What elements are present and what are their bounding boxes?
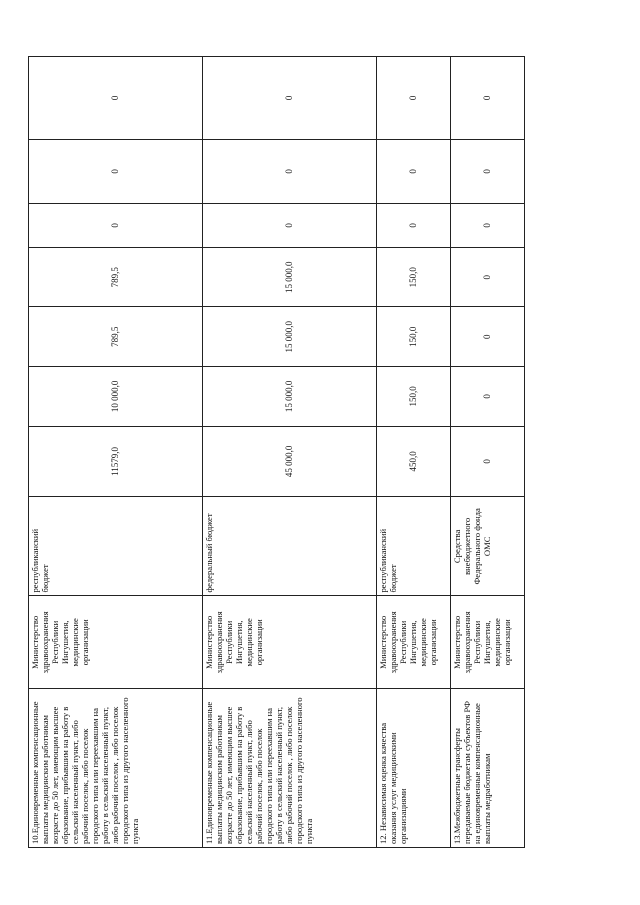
value-cell: 10 000,0 <box>29 367 203 427</box>
value-cell: 45 000,0 <box>203 426 377 497</box>
funding-source: республиканский бюджет <box>29 497 203 596</box>
funding-source: федеральный бюджет <box>203 497 377 596</box>
program-funding-table <box>28 56 525 848</box>
value-cell: 0 <box>451 203 525 247</box>
rotated-page <box>28 56 524 848</box>
funding-source: республиканский бюджет <box>377 497 451 596</box>
funding-source: Средства внебюджетного Федерального фонда ОМС <box>451 497 525 596</box>
value-cell: 789,5 <box>29 307 203 367</box>
value-cell: 11579,0 <box>29 426 203 497</box>
value-cell: 15 000,0 <box>203 367 377 427</box>
table-wrapper <box>28 56 524 848</box>
value-cell: 0 <box>29 139 203 203</box>
value-cell: 0 <box>29 203 203 247</box>
value-cell: 0 <box>451 247 525 307</box>
value-cell: 15 000,0 <box>203 247 377 307</box>
value-cell: 0 <box>451 139 525 203</box>
value-cell: 0 <box>203 203 377 247</box>
value-cell: 0 <box>451 367 525 427</box>
executor: Министерство здравоохранения Республики Ингушетия, медицинские организации <box>451 596 525 689</box>
value-cell: 0 <box>451 307 525 367</box>
value-cell: 0 <box>451 57 525 140</box>
value-cell: 0 <box>377 139 451 203</box>
table-row <box>29 57 203 848</box>
table-row <box>451 57 525 848</box>
value-cell: 0 <box>377 57 451 140</box>
value-cell: 0 <box>203 139 377 203</box>
value-cell: 15 000,0 <box>203 307 377 367</box>
table-row <box>203 57 377 848</box>
measure-name: 12. Независимая оценка качества оказания услуг медицинскими организациями <box>377 689 451 848</box>
value-cell: 0 <box>29 57 203 140</box>
value-cell: 0 <box>451 426 525 497</box>
table-row <box>377 57 451 848</box>
value-cell: 150,0 <box>377 307 451 367</box>
value-cell: 0 <box>203 57 377 140</box>
measure-name: 10.Единовременные компенсационные выплаты медицинским работникам возрасте до 50 лет, имеющим высшее образование, прибывшим на работу в сельский населенный пункт, либо рабочий поселок, либо поселок городского типа или переехавшим на работу в сельский населенный пункт, либо рабочий поселок , либо поселок городского типа из другого населенного пункта <box>29 689 203 848</box>
executor: Министерство здравоохранения Республики Ингушетия, медицинские организации <box>203 596 377 689</box>
value-cell: 0 <box>377 203 451 247</box>
value-cell: 150,0 <box>377 247 451 307</box>
value-cell: 150,0 <box>377 367 451 427</box>
measure-name: 13.Межбюджетные трансферты передаваемые бюджетам субъектов РФ на единовременные компенсационные выплаты медработникам <box>451 689 525 848</box>
value-cell: 789,5 <box>29 247 203 307</box>
executor: Министерство здравоохранения Республики Ингушетия, медицинские организации <box>377 596 451 689</box>
value-cell: 450,0 <box>377 426 451 497</box>
measure-name: 11.Единовременные компенсационные выплаты медицинским работникам возрасте до 50 лет, имеющим высшее образование, прибывшим на работу в сельский населенный пункт, либо рабочий поселок, либо поселок городского типа или переехавшим на работу в сельский населенный пункт, либо рабочий поселок , либо поселок городского типа из другого населенного пункта <box>203 689 377 848</box>
executor: Министерство здравоохранения Республики Ингушетия, медицинские организации <box>29 596 203 689</box>
